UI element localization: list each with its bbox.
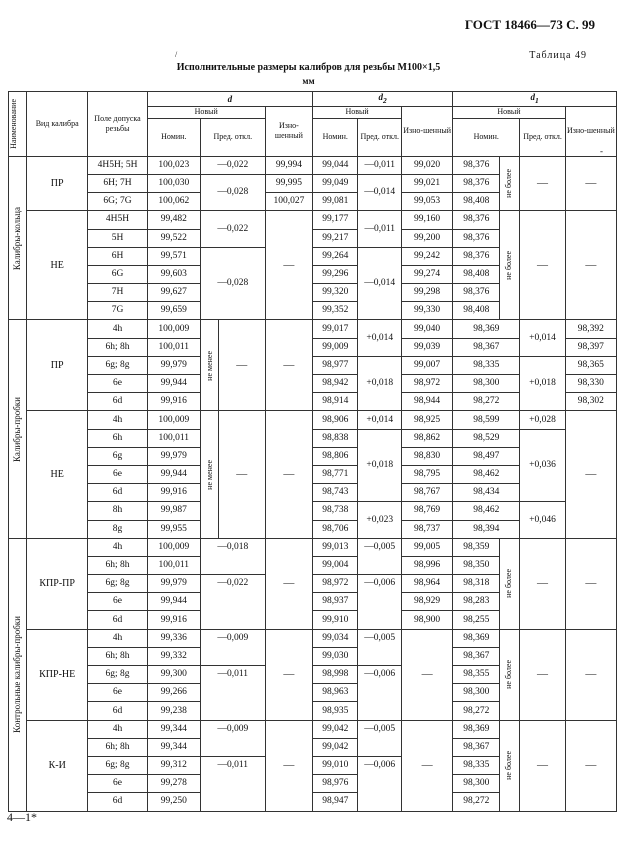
cell-d2-izn: 98,944 [402,393,453,411]
cell-d1-nom: 98,369 [453,629,500,647]
cell-d-nom: 99,332 [147,647,200,665]
table-row [9,156,617,174]
cell-field: 6h; 8h [88,338,147,356]
cell-d2-izn: 98,862 [402,429,453,447]
col-d-pred: Пред. откл. [200,118,265,156]
cell-field: 6g; 8g [88,575,147,593]
cell-d1-izn: 98,392 [565,320,616,338]
cell-d-pred: —0,011 [200,666,265,721]
cell-d1-nom: 98,367 [453,647,500,665]
cell-d2-izn: 98,972 [402,375,453,393]
cell-d2-nom: 98,914 [313,393,358,411]
cell-d1-nom: 98,462 [453,502,520,520]
cell-d2-nom: 98,906 [313,411,358,429]
cell-field: 6d [88,611,147,629]
cell-d-pred: — [218,411,265,538]
cell-d2-izn: — [402,629,453,720]
cell-d2-nom: 99,049 [313,174,358,192]
kind-label: КПР-ПР [27,538,88,629]
cell-field: 6G; 7G [88,193,147,211]
cell-d-nom: 99,916 [147,484,200,502]
cell-d2-izn: 99,160 [402,211,453,229]
cell-d2-izn: 99,007 [402,356,453,374]
cell-d2-nom: 99,320 [313,284,358,302]
cell-d1-nom: 98,283 [453,593,500,611]
cell-d1-pred: +0,028 [520,411,565,429]
cell-field: 6e [88,684,147,702]
cell-d1-nom: 98,272 [453,393,520,411]
table-row [9,429,617,447]
cell-d-nom: 99,300 [147,666,200,684]
cell-note: не менее [200,411,218,538]
cell-d-nom: 99,944 [147,593,200,611]
cell-d-nom: 100,009 [147,538,200,556]
table-row [9,629,617,647]
cell-d1-nom: 98,300 [453,375,520,393]
cell-d-pred: —0,011 [200,756,265,811]
cell-field: 6g; 8g [88,356,147,374]
cell-d2-nom: 98,972 [313,575,358,593]
document-header: ГОСТ 18466—73 С. 99 [464,17,595,32]
cell-d2-pred: —0,005 [358,629,402,665]
cell-d2-pred: —0,006 [358,666,402,721]
cell-field: 4h [88,629,147,647]
col-d1: $d_1$ [453,92,617,107]
cell-d2-izn: 99,020 [402,156,453,174]
page-footer: 4—1* [7,810,37,824]
cell-d-pred: —0,022 [200,211,265,247]
cell-field: 6h; 8h [88,647,147,665]
cell-d2-izn: 98,929 [402,593,453,611]
cell-d-pred: —0,022 [200,156,265,174]
cell-d-izn: — [265,629,312,720]
cell-d1-nom: 98,462 [453,465,520,483]
cell-d2-nom: 98,963 [313,684,358,702]
cell-d2-pred: —0,005 [358,538,402,574]
cell-d-nom: 99,238 [147,702,200,720]
cell-d1-nom: 98,376 [453,174,500,192]
cell-d-nom: 100,011 [147,556,200,574]
col-d2-nom: Номин. [313,118,358,156]
cell-d1-pred: +0,036 [520,429,565,502]
cell-d2-nom: 98,976 [313,775,358,793]
cell-d1-nom: 98,497 [453,447,520,465]
cell-d2-izn: 98,830 [402,447,453,465]
cell-field: 6h; 8h [88,738,147,756]
cell-d-nom: 99,344 [147,738,200,756]
cell-field: 4Н5Н [88,211,147,229]
cell-field: 6d [88,393,147,411]
cell-d1-nom: 98,376 [453,284,500,302]
cell-d2-nom: 99,352 [313,302,358,320]
cell-d1-pred: — [520,211,565,320]
cell-d1-nom: 98,355 [453,666,500,684]
cell-field: 6G [88,265,147,283]
cell-d1-nom: 98,367 [453,338,520,356]
cell-d-izn: — [265,411,312,538]
cell-d2-izn: 99,298 [402,284,453,302]
cell-d2-nom: 99,030 [313,647,358,665]
cell-d-nom: 99,955 [147,520,200,538]
cell-d1-izn: — [565,538,616,629]
cell-d-izn: 100,027 [265,193,312,211]
cell-d1-nom: 98,300 [453,775,500,793]
cell-d1-nom: 98,335 [453,756,500,774]
cell-d1-nom: 98,434 [453,484,520,502]
cell-d1-nom: 98,369 [453,720,500,738]
cell-d2-nom: 98,998 [313,666,358,684]
cell-field: 4h [88,538,147,556]
cell-d-nom: 99,979 [147,575,200,593]
cell-d2-izn: 98,964 [402,575,453,593]
cell-d1-nom: 98,408 [453,265,500,283]
cell-d-nom: 99,916 [147,611,200,629]
cell-d2-nom: 99,042 [313,738,358,756]
cell-d-nom: 99,603 [147,265,200,283]
cell-d2-pred: +0,014 [358,411,402,429]
cell-d2-nom: 98,947 [313,793,358,811]
cell-d-nom: 100,062 [147,193,200,211]
cell-d2-izn: 99,330 [402,302,453,320]
cell-d2-nom: 99,264 [313,247,358,265]
col-d: d [147,92,312,107]
cell-d1-nom: 98,529 [453,429,520,447]
cell-d1-izn: — [565,720,616,811]
cell-d-nom: 99,266 [147,684,200,702]
cell-d2-izn: 98,795 [402,465,453,483]
cell-d-nom: 99,571 [147,247,200,265]
cell-d-nom: 99,344 [147,720,200,738]
cell-note: не более [500,720,520,811]
cell-d1-nom: 98,394 [453,520,520,538]
cell-d-nom: 99,944 [147,375,200,393]
cell-d2-nom: 98,942 [313,375,358,393]
cell-d1-pred: — [520,156,565,211]
cell-field: 6g [88,447,147,465]
col-d2-new: Новый [313,106,402,118]
cell-d-nom: 99,627 [147,284,200,302]
cell-field: 6e [88,593,147,611]
cell-d1-izn: — [565,156,616,211]
cell-note: не более [500,156,520,211]
cell-d2-nom: 99,217 [313,229,358,247]
cell-d1-nom: 98,300 [453,684,500,702]
cell-d2-pred: +0,018 [358,429,402,502]
cell-d2-izn: 99,005 [402,538,453,556]
cell-d-pred: —0,028 [200,174,265,210]
table-row [9,720,617,738]
cell-d2-izn: 98,900 [402,611,453,629]
kind-label: КПР-НЕ [27,629,88,720]
cell-d2-izn: 98,996 [402,556,453,574]
cell-field: 4h [88,720,147,738]
group-label: Калибры-пробки [9,320,27,538]
group-label: Контрольные калибры-пробки [9,538,27,811]
col-d1-new: Новый [453,106,566,118]
cell-d-pred: —0,028 [200,247,265,320]
cell-d2-nom: 99,296 [313,265,358,283]
col-d1-nom: Номин. [453,118,520,156]
cell-field: 6h [88,429,147,447]
col-d2: $d_2$ [313,92,453,107]
cell-d-nom: 100,030 [147,174,200,192]
table-number: Таблица 49 [529,50,587,61]
cell-note: не более [500,538,520,629]
cell-d-nom: 99,250 [147,793,200,811]
cell-d-nom: 99,944 [147,465,200,483]
cell-d2-izn: 99,039 [402,338,453,356]
cell-d2-izn: 99,200 [402,229,453,247]
cell-d-nom: 99,659 [147,302,200,320]
cell-field: 8h [88,502,147,520]
cell-d1-izn: 98,330 [565,375,616,393]
table-row [9,502,617,520]
cell-field: 6h; 8h [88,556,147,574]
kind-label: ПР [27,156,88,211]
cell-d-izn: — [265,720,312,811]
kind-label: НЕ [27,211,88,320]
cell-field: 6g; 8g [88,666,147,684]
cell-d1-nom: 98,376 [453,156,500,174]
cell-d1-nom: 98,255 [453,611,500,629]
cell-d2-pred: —0,014 [358,174,402,210]
cell-d-nom: 99,482 [147,211,200,229]
cell-d2-izn: 98,737 [402,520,453,538]
cell-d2-nom: 99,034 [313,629,358,647]
col-pole: Поле допуска резьбы [88,92,147,157]
col-d2-pred: Пред. откл. [358,118,402,156]
cell-d-nom: 99,979 [147,356,200,374]
cell-d1-nom: 98,350 [453,556,500,574]
cell-d-nom: 99,312 [147,756,200,774]
cell-field: 6Н; 7Н [88,174,147,192]
cell-d2-pred: —0,006 [358,756,402,811]
cell-d1-pred: — [520,720,565,811]
cell-field: 5Н [88,229,147,247]
cell-d2-nom: 99,013 [313,538,358,556]
cell-d2-nom: 99,081 [313,193,358,211]
cell-d1-nom: 98,376 [453,211,500,229]
cell-d2-nom: 99,910 [313,611,358,629]
group-label: Калибры-кольца [9,156,27,320]
cell-d2-nom: 98,743 [313,484,358,502]
cell-d1-nom: 98,599 [453,411,520,429]
cell-note: не более [500,629,520,720]
col-d2-izn: Изно-шенный [402,106,453,156]
cell-d2-izn: 99,242 [402,247,453,265]
cell-d2-nom: 98,806 [313,447,358,465]
kind-label: НЕ [27,411,88,538]
cell-d2-nom: 99,017 [313,320,358,338]
margin-tick: / [175,50,178,59]
cell-d1-nom: 98,272 [453,793,500,811]
cell-d1-nom: 98,335 [453,356,520,374]
cell-d2-izn: 99,040 [402,320,453,338]
cell-field: 6Н [88,247,147,265]
kind-label: К-И [27,720,88,811]
cell-d1-izn: 98,365 [565,356,616,374]
cell-d2-pred: —0,011 [358,156,402,174]
cell-d-pred: —0,009 [200,720,265,756]
cell-field: 4Н5Н; 5Н [88,156,147,174]
cell-d2-nom: 98,977 [313,356,358,374]
cell-d2-nom: 98,771 [313,465,358,483]
cell-d1-nom: 98,376 [453,247,500,265]
cell-d2-izn: 98,769 [402,502,453,520]
cell-d1-izn: 98,397 [565,338,616,356]
cell-d-nom: 100,011 [147,429,200,447]
cell-d2-nom: 98,935 [313,702,358,720]
cell-d-nom: 99,522 [147,229,200,247]
cell-d1-pred: +0,046 [520,502,565,538]
cell-d-nom: 100,009 [147,320,200,338]
cell-d-izn: — [265,538,312,629]
cell-d-izn: — [265,211,312,320]
margin-dash: - [600,146,603,156]
cell-d2-izn: 99,274 [402,265,453,283]
col-naim: Наименование [9,92,27,157]
cell-d2-pred: —0,014 [358,247,402,320]
cell-d2-izn: — [402,720,453,811]
cell-d1-izn: — [565,211,616,320]
table-title: Исполнительные размеры калибров для резьбы М100×1,5 [176,62,441,73]
col-d-nom: Номин. [147,118,200,156]
table-row [9,356,617,374]
cell-d1-nom: 98,408 [453,193,500,211]
col-d1-izn: Изно-шенный [565,106,616,156]
kind-label: ПР [27,320,88,411]
cell-d1-nom: 98,367 [453,738,500,756]
cell-d-nom: 99,278 [147,775,200,793]
cell-note: не менее [200,320,218,411]
cell-d2-nom: 99,010 [313,756,358,774]
cell-d-nom: 100,023 [147,156,200,174]
cell-field: 8g [88,520,147,538]
table-row [9,211,617,229]
table-units: мм [302,76,315,86]
col-d1-pred: Пред. откл. [520,118,565,156]
calibers-table [8,91,617,812]
cell-d2-nom: 98,937 [313,593,358,611]
cell-d1-pred: +0,014 [520,320,565,356]
cell-d2-izn: 98,767 [402,484,453,502]
cell-d-nom: 99,336 [147,629,200,647]
cell-d1-izn: — [565,411,616,538]
table-row [9,411,617,429]
cell-d2-pred: —0,005 [358,720,402,756]
cell-d2-nom: 99,177 [313,211,358,229]
cell-field: 6e [88,375,147,393]
cell-d2-nom: 99,044 [313,156,358,174]
table-row [9,320,617,338]
cell-d2-pred: —0,006 [358,575,402,630]
cell-d1-nom: 98,359 [453,538,500,556]
cell-d-pred: —0,022 [200,575,265,630]
cell-d-izn: 99,994 [265,156,312,174]
cell-field: 6g; 8g [88,756,147,774]
cell-d2-izn: 99,021 [402,174,453,192]
cell-d-pred: —0,018 [200,538,265,574]
cell-d-nom: 100,009 [147,411,200,429]
cell-d2-izn: 99,053 [402,193,453,211]
cell-note: не более [500,211,520,320]
cell-d1-izn: 98,302 [565,393,616,411]
cell-d1-nom: 98,318 [453,575,500,593]
cell-d1-pred: — [520,629,565,720]
cell-d2-pred: +0,023 [358,502,402,538]
cell-d-nom: 99,987 [147,502,200,520]
cell-d2-pred: —0,011 [358,211,402,247]
col-d-new: Новый [147,106,265,118]
cell-d-nom: 100,011 [147,338,200,356]
cell-d1-pred: +0,018 [520,356,565,411]
cell-field: 6d [88,484,147,502]
cell-d2-nom: 98,706 [313,520,358,538]
cell-d2-pred: +0,014 [358,320,402,356]
cell-d-izn: — [265,320,312,411]
cell-d2-pred: +0,018 [358,356,402,411]
cell-field: 7G [88,302,147,320]
cell-d1-nom: 98,272 [453,702,500,720]
col-d-izn: Изно-шенный [265,106,312,156]
cell-d-pred: —0,009 [200,629,265,665]
cell-d1-izn: — [565,629,616,720]
cell-field: 6e [88,465,147,483]
cell-field: 6e [88,775,147,793]
cell-d2-nom: 98,738 [313,502,358,520]
table-row [9,538,617,556]
cell-d1-nom: 98,376 [453,229,500,247]
cell-d2-nom: 99,004 [313,556,358,574]
cell-d-nom: 99,916 [147,393,200,411]
cell-d-izn: 99,995 [265,174,312,192]
cell-field: 7Н [88,284,147,302]
cell-d2-nom: 99,042 [313,720,358,738]
cell-d2-nom: 98,838 [313,429,358,447]
cell-d2-nom: 99,009 [313,338,358,356]
cell-field: 4h [88,411,147,429]
cell-d1-nom: 98,369 [453,320,520,338]
cell-field: 6d [88,793,147,811]
cell-d1-pred: — [520,538,565,629]
cell-d-pred: — [218,320,265,411]
cell-d-nom: 99,979 [147,447,200,465]
col-vid: Вид калибра [27,92,88,157]
cell-field: 4h [88,320,147,338]
cell-d2-izn: 98,925 [402,411,453,429]
cell-field: 6d [88,702,147,720]
cell-d1-nom: 98,408 [453,302,500,320]
